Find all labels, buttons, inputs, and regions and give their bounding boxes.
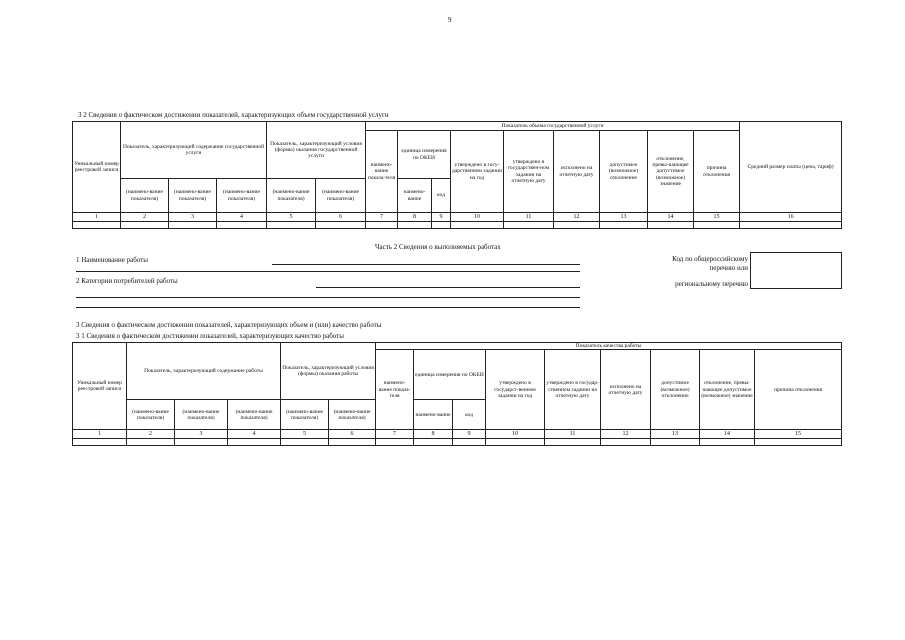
sub-name-2: (наимено-вание показателя) <box>169 179 217 213</box>
q-col-allowed: допустимое (возможное) отклонение <box>651 350 700 430</box>
q-sub-name-1: (наимено-вание показателя) <box>127 400 175 430</box>
col-deviation: отклонение, превы-шающее допустимое (возможное) значение <box>648 131 694 213</box>
q-num-3: 3 <box>175 430 228 439</box>
part-2-title: Часть 2 Сведения о выполняемых работах <box>375 243 501 251</box>
code-label-line-2: перечню или <box>709 263 748 272</box>
section-3-1-heading: 3 1 Сведения о фактическом достижении показателей, характеризующих качество работы <box>76 332 344 340</box>
col-unit-code: код <box>432 179 451 213</box>
num-14: 14 <box>648 213 694 222</box>
consumers-line-2 <box>76 297 580 298</box>
sub-name-1: (наимено-вание показателя) <box>121 179 169 213</box>
q-col-deviation: отклонение, превы-шающее допустимое (возможное) значение <box>700 350 755 430</box>
col-unit-group: единица измерения по ОКЕИ <box>398 131 451 179</box>
q-num-2: 2 <box>127 430 175 439</box>
q-num-10: 10 <box>486 430 545 439</box>
q-col-reason: причина отклонения <box>755 350 842 430</box>
col-content-group: Показатель, характеризующий содержание государственной услуги <box>121 122 267 179</box>
q-col-unit-group: единица измерения по ОКЕИ <box>414 350 486 400</box>
q-col-unit-name: наимено-вание <box>414 400 453 430</box>
num-9: 9 <box>432 213 451 222</box>
page-number: 9 <box>448 16 452 24</box>
num-10: 10 <box>451 213 504 222</box>
q-num-13: 13 <box>651 430 700 439</box>
q-num-14: 14 <box>700 430 755 439</box>
classifier-code-label <box>620 255 748 288</box>
q-num-1: 1 <box>73 430 127 439</box>
table-row <box>73 222 842 229</box>
col-conditions-group: Показатель, характеризующий условия (формы) оказания государственной услуги <box>267 122 366 179</box>
q-col-id: Уникальный номер реестровой записи <box>73 343 127 430</box>
consumers-line <box>316 287 580 288</box>
quality-table <box>72 342 842 446</box>
num-1: 1 <box>73 213 121 222</box>
q-col-indicator-name: наимено-вание показа-теля <box>376 350 414 430</box>
sub-name-4: (наимено-вание показателя) <box>267 179 316 213</box>
q-num-8: 8 <box>414 430 453 439</box>
col-allowed: допустимое (возможное) отклонение <box>600 131 648 213</box>
num-16: 16 <box>740 213 842 222</box>
col-indicator-name: наимено-вание показа-теля <box>366 131 398 213</box>
q-col-content-group: Показатель, характеризующий содержание работы <box>127 343 281 400</box>
q-col-unit-code: код <box>453 400 486 430</box>
q-num-11: 11 <box>545 430 601 439</box>
num-6: 6 <box>316 213 366 222</box>
col-reason: причина отклонения <box>694 131 740 213</box>
col-executed: исполнено на отчетную дату <box>554 131 600 213</box>
q-col-executed: исполнено на отчетную дату <box>601 350 651 430</box>
q-num-7: 7 <box>376 430 414 439</box>
code-label-line-1: Код по общероссийскому <box>672 255 748 263</box>
classifier-code-box[interactable] <box>750 252 842 289</box>
q-num-9: 9 <box>453 430 486 439</box>
col-id: Уникальный номер реестровой записи <box>73 122 121 213</box>
num-15: 15 <box>694 213 740 222</box>
num-5: 5 <box>267 213 316 222</box>
q-num-15: 15 <box>755 430 842 439</box>
num-11: 11 <box>504 213 554 222</box>
work-name-line-2 <box>76 271 580 272</box>
work-name-label: 1 Наименование работы <box>76 256 148 264</box>
q-num-6: 6 <box>329 430 376 439</box>
q-sub-name-4: (наимено-вание показателя) <box>281 400 329 430</box>
volume-table <box>72 121 842 229</box>
num-13: 13 <box>600 213 648 222</box>
q-num-12: 12 <box>601 430 651 439</box>
column-numbers-row <box>73 213 842 222</box>
q-col-approved-year: утверждено в государст-венном задании на год <box>486 350 545 430</box>
q-num-4: 4 <box>228 430 281 439</box>
q-sub-name-2: (наимено-вание показателя) <box>175 400 228 430</box>
num-3: 3 <box>169 213 217 222</box>
col-volume-group: Показатель объема государственной услуги <box>366 122 740 131</box>
section-3-heading: 3 Сведения о фактическом достижении показателей, характеризующих объем и (или) качество работы <box>76 321 382 329</box>
q-col-conditions-group: Показатель, характеризующий условия (формы) оказания работы <box>281 343 376 400</box>
col-unit-name: наимено-вание <box>398 179 432 213</box>
num-12: 12 <box>554 213 600 222</box>
col-approved-date: утверждено в государствен-ном задании на отчетную дату <box>504 131 554 213</box>
col-approved-year: утверждено в госу-дарственном задании на год <box>451 131 504 213</box>
num-2: 2 <box>121 213 169 222</box>
col-avg-price: Средний размер платы (цена, тариф) <box>740 122 842 213</box>
work-name-line <box>272 264 580 265</box>
consumers-line-3 <box>76 307 580 308</box>
num-7: 7 <box>366 213 398 222</box>
sub-name-3: (наимено-вание показателя) <box>217 179 267 213</box>
consumers-label: 2 Категории потребителей работы <box>76 277 178 285</box>
q-num-5: 5 <box>281 430 329 439</box>
q-sub-name-5: (наимено-вание показателя) <box>329 400 376 430</box>
num-4: 4 <box>217 213 267 222</box>
q-col-approved-date: утверждено в государ-ственном задании на отчетную дату <box>545 350 601 430</box>
section-3-2-heading: 3 2 Сведения о фактическом достижении показателей, характеризующих объем государственной услуги <box>78 111 389 119</box>
q-col-quality-group: Показатель качества работы <box>376 343 842 350</box>
q-column-numbers-row <box>73 430 842 439</box>
q-sub-name-3: (наимено-вание показателя) <box>228 400 281 430</box>
sub-name-5: (наимено-вание показателя) <box>316 179 366 213</box>
code-label-line-3: региональному перечню <box>675 279 748 288</box>
table-row <box>73 439 842 446</box>
num-8: 8 <box>398 213 432 222</box>
